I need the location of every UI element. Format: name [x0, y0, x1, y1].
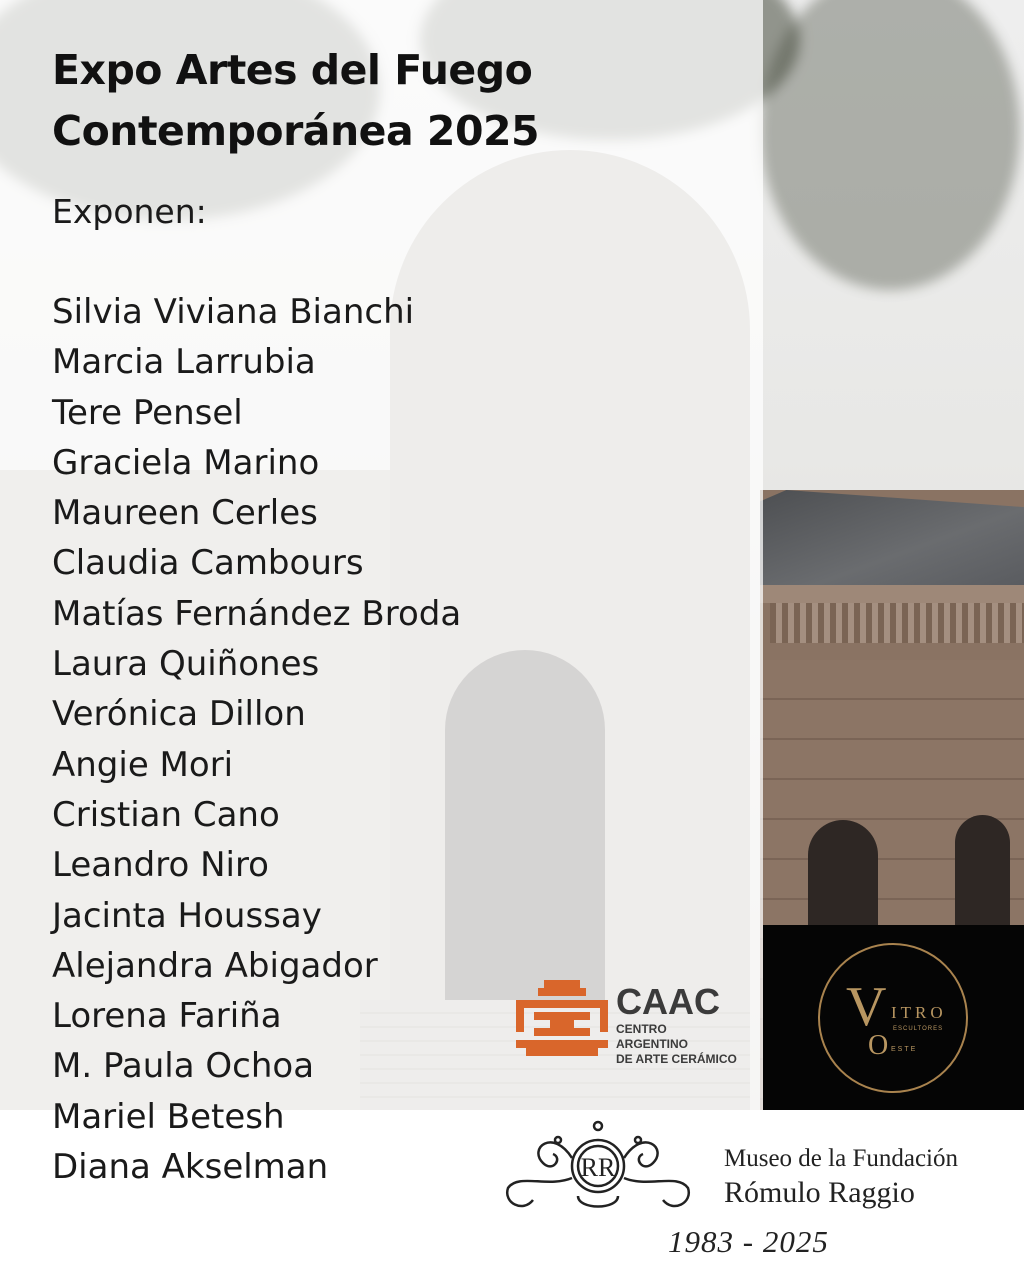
vitro-initial-o: O — [868, 1030, 889, 1061]
museum-monogram-text: RR — [580, 1153, 616, 1182]
artist-name: Marcia Larrubia — [52, 342, 316, 383]
artist-name: Cristian Cano — [52, 794, 280, 835]
anniversary-years: 1983 - 2025 — [668, 1224, 829, 1259]
artist-name: Matías Fernández Broda — [52, 593, 462, 634]
artist-name: Graciela Marino — [52, 442, 320, 483]
artist-name: M. Paula Ochoa — [52, 1046, 315, 1087]
museum-name-line-1: Museo de la Fundación — [724, 1145, 958, 1172]
artist-name: Leandro Niro — [52, 845, 269, 886]
artist-name: Angie Mori — [52, 744, 234, 785]
caac-wordmark — [616, 982, 741, 1067]
museum-name-line-2: Rómulo Raggio — [724, 1176, 915, 1209]
artist-name: Maureen Cerles — [52, 493, 318, 534]
artist-name: Lorena Fariña — [52, 996, 282, 1037]
caac-name: CAAC — [616, 981, 720, 1022]
building-cornice — [760, 585, 1024, 603]
caac-emblem-icon — [516, 980, 608, 1060]
title-line-1: Expo Artes del Fuego — [52, 46, 533, 94]
vitro-initial-v: V — [846, 976, 887, 1038]
vitro-este: ESTE — [891, 1046, 918, 1053]
subtitle: Exponen: — [52, 192, 207, 231]
title-line-2: Contemporánea 2025 — [52, 107, 540, 155]
artist-name: Alejandra Abigador — [52, 945, 378, 986]
artist-name: Mariel Betesh — [52, 1096, 285, 1137]
vitro-word: ITRO — [891, 1003, 947, 1022]
artist-name: Laura Quiñones — [52, 644, 320, 685]
building-window — [808, 820, 878, 930]
artist-name: Silvia Viviana Bianchi — [52, 292, 415, 332]
vitro-logo-panel — [763, 925, 1024, 1110]
vitro-escultores: ESCULTORES — [893, 1026, 944, 1032]
caac-logo — [516, 980, 741, 1066]
caac-line-1: CENTRO ARGENTINO — [616, 1022, 688, 1051]
artist-name: Claudia Cambours — [52, 543, 364, 584]
building-window — [955, 815, 1010, 925]
museum-monogram-icon — [498, 1118, 698, 1218]
artist-name: Verónica Dillon — [52, 694, 306, 735]
page-title — [52, 40, 539, 162]
artist-name: Diana Akselman — [52, 1147, 329, 1188]
caac-line-2: DE ARTE CERÁMICO — [616, 1052, 737, 1066]
artist-name: Jacinta Houssay — [52, 895, 322, 936]
artist-name: Tere Pensel — [52, 392, 243, 433]
museum-name — [724, 1143, 958, 1211]
building-balustrade — [770, 603, 1024, 643]
artist-list — [52, 287, 461, 1192]
